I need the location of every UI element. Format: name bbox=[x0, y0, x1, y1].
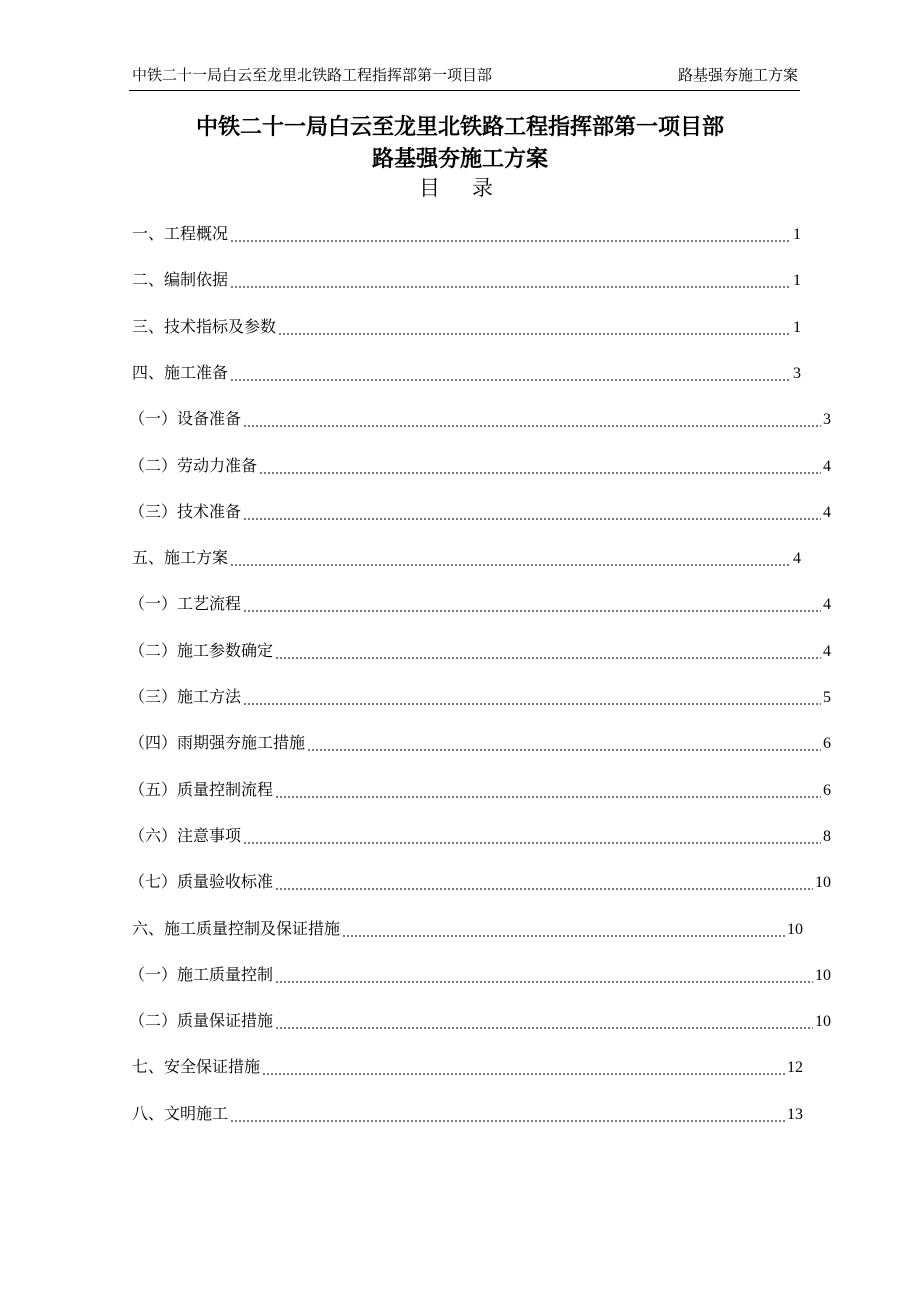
toc-entry-label: 二、编制依据 bbox=[132, 270, 229, 290]
toc-entry[interactable] bbox=[132, 268, 801, 292]
toc-dot-leader bbox=[275, 796, 821, 798]
toc-entry[interactable] bbox=[129, 778, 831, 802]
toc-entry[interactable] bbox=[129, 639, 831, 663]
toc-dot-leader bbox=[275, 1027, 813, 1029]
toc-entry[interactable] bbox=[129, 824, 831, 848]
toc-entry[interactable] bbox=[132, 361, 801, 385]
toc-dot-leader bbox=[243, 842, 821, 844]
toc-entry-label: （五）质量控制流程 bbox=[129, 779, 274, 799]
toc-entry-label: 五、施工方案 bbox=[132, 548, 229, 568]
toc-dot-leader bbox=[342, 935, 785, 937]
toc-entry-label: （一）工艺流程 bbox=[129, 594, 242, 614]
document-title-line2: 路基强夯施工方案 bbox=[371, 146, 548, 172]
toc-entry-page-number: 3 bbox=[793, 364, 801, 382]
document-title-line1: 中铁二十一局白云至龙里北铁路工程指挥部第一项目部 bbox=[195, 114, 724, 140]
toc-entry-page-number: 8 bbox=[823, 827, 831, 845]
toc-dot-leader bbox=[230, 240, 791, 242]
toc-entry-label: 七、安全保证措施 bbox=[132, 1057, 261, 1077]
toc-entry-page-number: 1 bbox=[793, 318, 801, 336]
toc-entry[interactable] bbox=[129, 685, 831, 709]
toc-dot-leader bbox=[230, 1120, 785, 1122]
toc-entry-label: （七）质量验收标准 bbox=[129, 872, 274, 892]
toc-dot-leader bbox=[259, 472, 821, 474]
toc-entry-page-number: 13 bbox=[787, 1105, 803, 1123]
toc-dot-leader bbox=[307, 749, 821, 751]
header-right-text: 路基强夯施工方案 bbox=[677, 66, 798, 84]
toc-entry[interactable] bbox=[129, 1009, 831, 1033]
toc-entry-page-number: 5 bbox=[823, 689, 831, 706]
toc-entry-label: 八、文明施工 bbox=[132, 1103, 229, 1123]
toc-entry-label: （三）技术准备 bbox=[129, 501, 242, 521]
toc-entry-page-number: 12 bbox=[787, 1059, 803, 1077]
toc-entry-page-number: 10 bbox=[815, 1013, 831, 1031]
toc-entry[interactable] bbox=[129, 454, 831, 478]
toc-dot-leader bbox=[275, 888, 813, 890]
toc-entry-label: （一）设备准备 bbox=[129, 409, 242, 429]
toc-entry-label: （四）雨期强夯施工措施 bbox=[129, 733, 306, 753]
toc-entry-label: （二）质量保证措施 bbox=[129, 1011, 274, 1031]
toc-entry-label: （二）劳动力准备 bbox=[129, 455, 258, 475]
toc-entry-page-number: 4 bbox=[823, 457, 831, 475]
toc-dot-leader bbox=[243, 425, 821, 427]
toc-entry[interactable] bbox=[129, 963, 831, 987]
toc-entry[interactable] bbox=[132, 1055, 803, 1079]
toc-dot-leader bbox=[230, 286, 791, 288]
toc-dot-leader bbox=[243, 518, 821, 520]
toc-entry-label: （二）施工参数确定 bbox=[129, 640, 274, 660]
toc-entry-page-number: 4 bbox=[793, 550, 801, 568]
toc-entry[interactable] bbox=[132, 1102, 803, 1126]
toc-dot-leader bbox=[230, 564, 791, 566]
toc-entry-page-number: 10 bbox=[815, 966, 831, 984]
toc-entry-page-number: 6 bbox=[823, 781, 831, 799]
toc-dot-leader bbox=[243, 703, 821, 705]
toc-dot-leader bbox=[278, 333, 791, 335]
toc-dot-leader bbox=[262, 1073, 785, 1075]
toc-entry-label: 四、施工准备 bbox=[132, 362, 229, 382]
toc-entry-page-number: 3 bbox=[823, 411, 831, 429]
toc-entry[interactable] bbox=[132, 222, 801, 246]
toc-entry-label: 六、施工质量控制及保证措施 bbox=[132, 918, 341, 938]
toc-entry[interactable] bbox=[129, 500, 831, 524]
toc-dot-leader bbox=[275, 657, 821, 659]
toc-dot-leader bbox=[230, 379, 791, 381]
toc-entry-page-number: 4 bbox=[823, 503, 831, 521]
toc-entry-label: 一、工程概况 bbox=[132, 224, 229, 243]
toc-entry-label: （六）注意事项 bbox=[129, 825, 242, 845]
toc-heading: 目录 bbox=[419, 176, 525, 200]
toc-dot-leader bbox=[275, 981, 813, 983]
toc-entry-label: 三、技术指标及参数 bbox=[132, 316, 277, 336]
toc-entry-page-number: 10 bbox=[815, 874, 831, 892]
header-left-text: 中铁二十一局白云至龙里北铁路工程指挥部第一项目部 bbox=[132, 66, 493, 84]
toc-entry[interactable] bbox=[129, 870, 831, 894]
toc-entry-label: （三）施工方法 bbox=[129, 687, 242, 706]
toc-entry-page-number: 1 bbox=[793, 272, 801, 290]
toc-entry[interactable] bbox=[129, 407, 831, 431]
toc-entry-page-number: 1 bbox=[793, 226, 801, 243]
toc-entry-page-number: 10 bbox=[787, 920, 803, 938]
toc-entry[interactable] bbox=[129, 731, 831, 755]
toc-entry-page-number: 6 bbox=[823, 735, 831, 753]
toc-entry[interactable] bbox=[132, 315, 801, 339]
toc-entry-page-number: 4 bbox=[823, 642, 831, 660]
toc-dot-leader bbox=[243, 610, 821, 612]
toc-entry[interactable] bbox=[129, 592, 831, 616]
toc-entry-label: （一）施工质量控制 bbox=[129, 964, 274, 984]
toc-entry-page-number: 4 bbox=[823, 596, 831, 614]
toc-entry[interactable] bbox=[132, 546, 801, 570]
toc-entry[interactable] bbox=[132, 917, 803, 941]
